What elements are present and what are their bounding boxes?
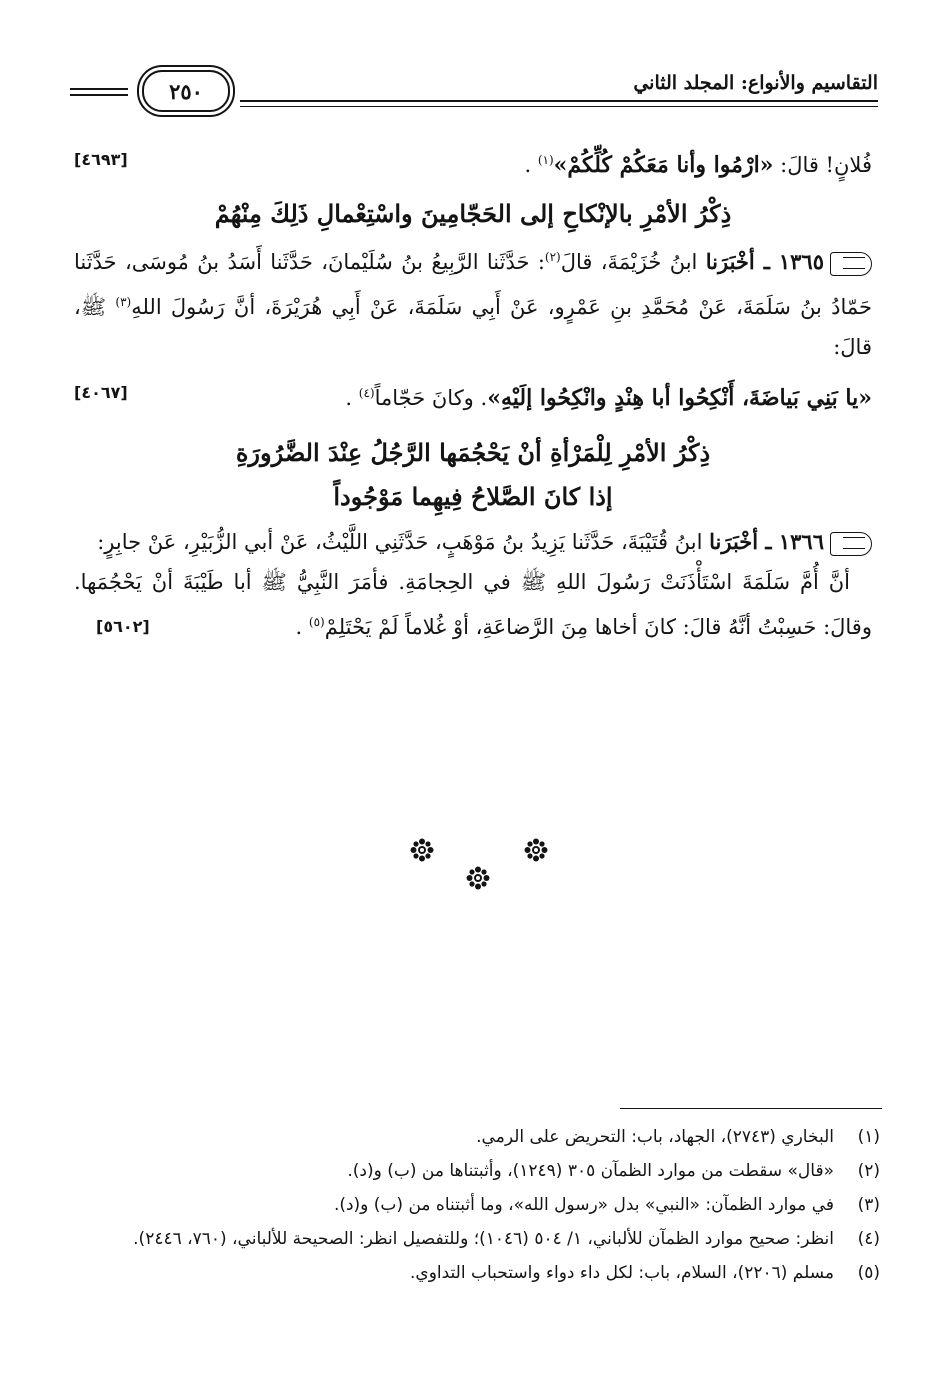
- footnote-marker: (١): [537, 153, 554, 167]
- section-heading: ذِكْرُ الأمْرِ لِلْمَرْأةِ أنْ يَحْجُمَها الرَّجُلُ عِنْدَ الضَّرُورَةِ: [235, 438, 711, 467]
- isnad-text: ابنُ خُزَيْمَةَ، قالَ: [560, 250, 706, 274]
- hadith-number: ١٣٦٦ ـ أخْبَرَنا: [709, 529, 824, 554]
- footnote-marker: (٤): [358, 386, 375, 400]
- footnote: [80, 1120, 880, 1154]
- page-body: [74, 140, 872, 647]
- footnote-number: (١): [857, 1127, 880, 1147]
- reference-number: [٤٠٦٧]: [74, 383, 128, 402]
- hadith-matn-line: «يا بَنِي بَياضَةَ، أَنْكِحُوا أبا هِنْدٍ وانْكِحُوا إلَيْهِ». وكانَ حَجّاماً$^{(٤)}$ . [٤٠٦٧]: [74, 373, 872, 418]
- reference-number: [٥٦٠٢]: [96, 617, 150, 636]
- isnad-text: : حَدَّثَنا الرَّبِيعُ بنُ سُلَيْمانَ، حَدَّثَنا أَسَدُ بنُ مُوسَى، حَدَّثَنا حَمّادُ بنُ سَلَمَةَ، عَنْ مُحَمَّدِ بنِ عَمْرٍو، عَنْ أَبِي سَلَمَةَ، عَنْ أَبِي هُرَيْرَةَ، أنَّ رَسُولَ اللهِ: [74, 250, 872, 319]
- page-number: ٢٥٠: [142, 70, 230, 112]
- body-text: . وكانَ حَجّاماً: [374, 386, 488, 410]
- section-heading: ذِكْرُ الأمْرِ بالإنْكاحِ إلى الحَجّامِينَ واسْتِعْمالِ ذَلِكَ مِنْهُمْ: [214, 199, 732, 228]
- isnad-text: ابنُ قُتَيْبَةَ، حَدَّثَنا يَزِيدُ بنُ مَوْهَبٍ، حَدَّثَنِي اللَّيْثُ، عَنْ أبي الزُّبَيْرِ، عَنْ جابِرٍ:: [97, 530, 710, 554]
- hadith-matn: [74, 562, 872, 647]
- footnote-text: انظر: صحيح موارد الظمآن للألباني، ١/ ٥٠٤ (١٠٤٦)؛ وللتفصيل انظر: الصحيحة للألباني، (٧٦٠، ٢٤٤٦).: [133, 1229, 834, 1249]
- floral-ornament-icon: [466, 866, 490, 890]
- footnote-number: (٣): [857, 1195, 880, 1215]
- hadith-1365: [74, 237, 872, 367]
- footnote: [80, 1154, 880, 1188]
- header-rule: [70, 88, 128, 90]
- quoted-speech: «يا بَنِي بَياضَةَ، أَنْكِحُوا أبا هِنْدٍ وانْكِحُوا إلَيْهِ»: [487, 385, 872, 411]
- footnote-separator: [620, 1108, 882, 1109]
- floral-ornament-icon: [410, 838, 434, 862]
- footnote: [80, 1256, 880, 1290]
- hadith-number: ١٣٦٥ ـ أخْبَرَنا: [705, 249, 824, 274]
- footnote-text: مسلم (٢٢٠٦)، السلام، باب: لكل داء دواء واستحباب التداوي.: [409, 1263, 834, 1283]
- running-title: التقاسيم والأنواع: المجلد الثاني: [633, 72, 878, 94]
- header-rule: [70, 94, 128, 96]
- hadith-marker-icon: [830, 252, 872, 276]
- continuation-line: فُلانٍ! قالَ: «ارْمُوا وأنا مَعَكُمْ كُلِّكُمْ»$^{(١)}$ . [٤٦٩٣]: [74, 140, 872, 185]
- footnote-text: البخاري (٢٧٤٣)، الجهاد، باب: التحريض على الرمي.: [476, 1127, 834, 1147]
- header-rule: [240, 100, 878, 102]
- footnote-marker: (٢): [544, 250, 561, 264]
- page-header: [70, 70, 878, 122]
- footnote-number: (٢): [857, 1161, 880, 1181]
- footnote-number: (٤): [857, 1229, 880, 1249]
- footnote-number: (٥): [857, 1263, 880, 1283]
- footnote: [80, 1188, 880, 1222]
- hadith-1366: [74, 522, 872, 562]
- footnote-text: في موارد الظمآن: «النبي» بدل «رسول الله»، وما أثبتناه من (ب) و(د).: [333, 1195, 834, 1215]
- hadith-marker-icon: [830, 532, 872, 556]
- reference-number: [٤٦٩٣]: [74, 150, 128, 169]
- footnote: [80, 1222, 880, 1256]
- quoted-speech: «ارْمُوا وأنا مَعَكُمْ كُلِّكُمْ»: [553, 152, 774, 178]
- footnotes: [80, 1120, 880, 1290]
- floral-ornament-icon: [524, 838, 548, 862]
- footnote-text: «قال» سقطت من موارد الظمآن ٣٠٥ (١٢٤٩)، وأثبتناها من (ب) و(د).: [347, 1161, 834, 1181]
- body-text: فُلانٍ! قالَ:: [773, 153, 872, 177]
- section-end-ornaments: [0, 830, 948, 900]
- section-heading-line-2: إذا كانَ الصَّلاحُ فِيهِما مَوْجُوداً: [333, 482, 613, 511]
- body-text: .: [295, 615, 309, 639]
- footnote-marker: (٣): [115, 295, 132, 309]
- matn-text: أنَّ أُمَّ سَلَمَةَ اسْتَأْذَنَتْ رَسُولَ اللهِ ﷺ في الحِجامَةِ. فأمَرَ النَّبِيُّ ﷺ أبا طَيْبَةَ أنْ يَحْجُمَها. وقالَ: حَسِبْتُ أنَّهُ قالَ: كانَ أخاها مِنَ الرَّضاعَةِ، أوْ غُلاماً لَمْ يَحْتَلِمْ: [74, 570, 872, 639]
- footnote-marker: (٥): [308, 615, 325, 629]
- isnad-text: ﷺ، قالَ:: [74, 295, 872, 359]
- header-rule: [240, 106, 878, 107]
